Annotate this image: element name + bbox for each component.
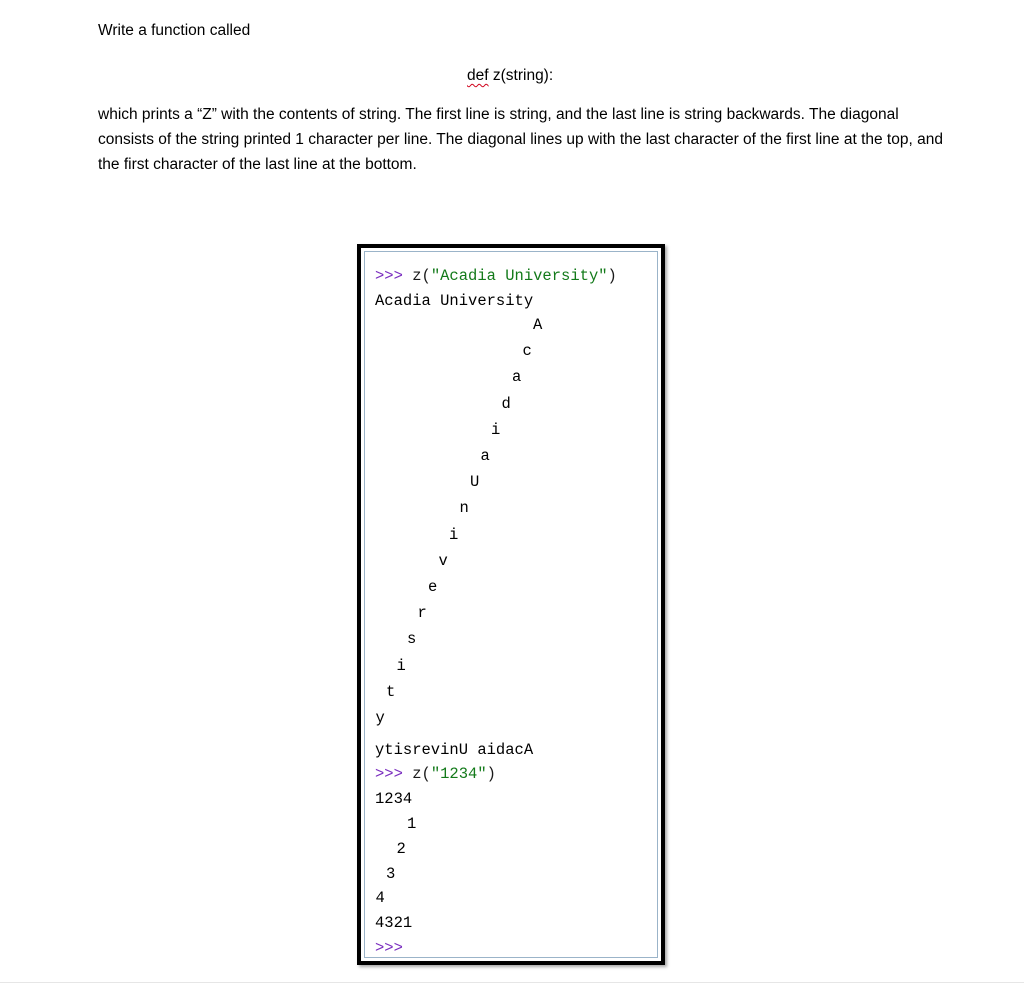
python-shell-screenshot [357,244,665,965]
diag1-char: d [501,394,511,413]
prompt: >>> [375,267,403,285]
diag1-char: n [459,499,469,518]
diag1-char: i [449,525,459,544]
final-prompt: >>> [375,939,403,957]
diag1-char: i [491,420,501,439]
diag1-char: c [522,342,532,361]
diag1-char: e [428,578,438,596]
diag2-char: 2 [396,839,406,858]
diag1-char: y [375,709,385,727]
shell-call-1234 [375,764,496,784]
output-first-line: Acadia University [375,292,534,310]
description-text: which prints a “Z” with the contents of string. The first line is string, and the last line is string backwards. The diagonal consists of the string printed 1 character per line. The diagonal lines up with the last character of the first line at the top, and the first character of the last line at the bottom. [98,106,943,173]
output-first-line-1234: 1234 [375,790,413,808]
diag1-char: A [533,316,543,334]
call-func: z( [402,267,431,285]
diag2-char: 1 [407,815,417,833]
call-close: ) [607,267,617,285]
shell-call-acadia [375,266,617,286]
diag1-char: a [480,447,490,465]
diag1-char: U [470,473,480,492]
intro-text: Write a function called [98,22,251,39]
diag1-char: r [417,604,427,623]
diag1-char: t [386,682,396,701]
output-last-line-4321: 4321 [375,914,413,932]
call-arg: "1234" [430,765,487,783]
call-func: z( [402,765,431,783]
shell-output-area [364,251,658,958]
diag1-char: v [438,551,448,570]
call-arg: "Acadia University" [430,267,608,285]
diag1-char: a [512,368,522,387]
diag2-char: 4 [375,889,385,908]
prompt: >>> [375,765,403,783]
diag1-char: s [407,630,417,649]
diag2-char: 3 [386,864,396,883]
diag1-char: i [396,656,406,675]
signature-rest: z(string): [488,67,554,84]
output-last-line: ytisrevinU aidacA [375,741,534,759]
page-bottom-rule [0,982,1024,983]
def-keyword: def [467,67,489,84]
function-signature [467,63,553,88]
call-close: ) [486,765,496,783]
